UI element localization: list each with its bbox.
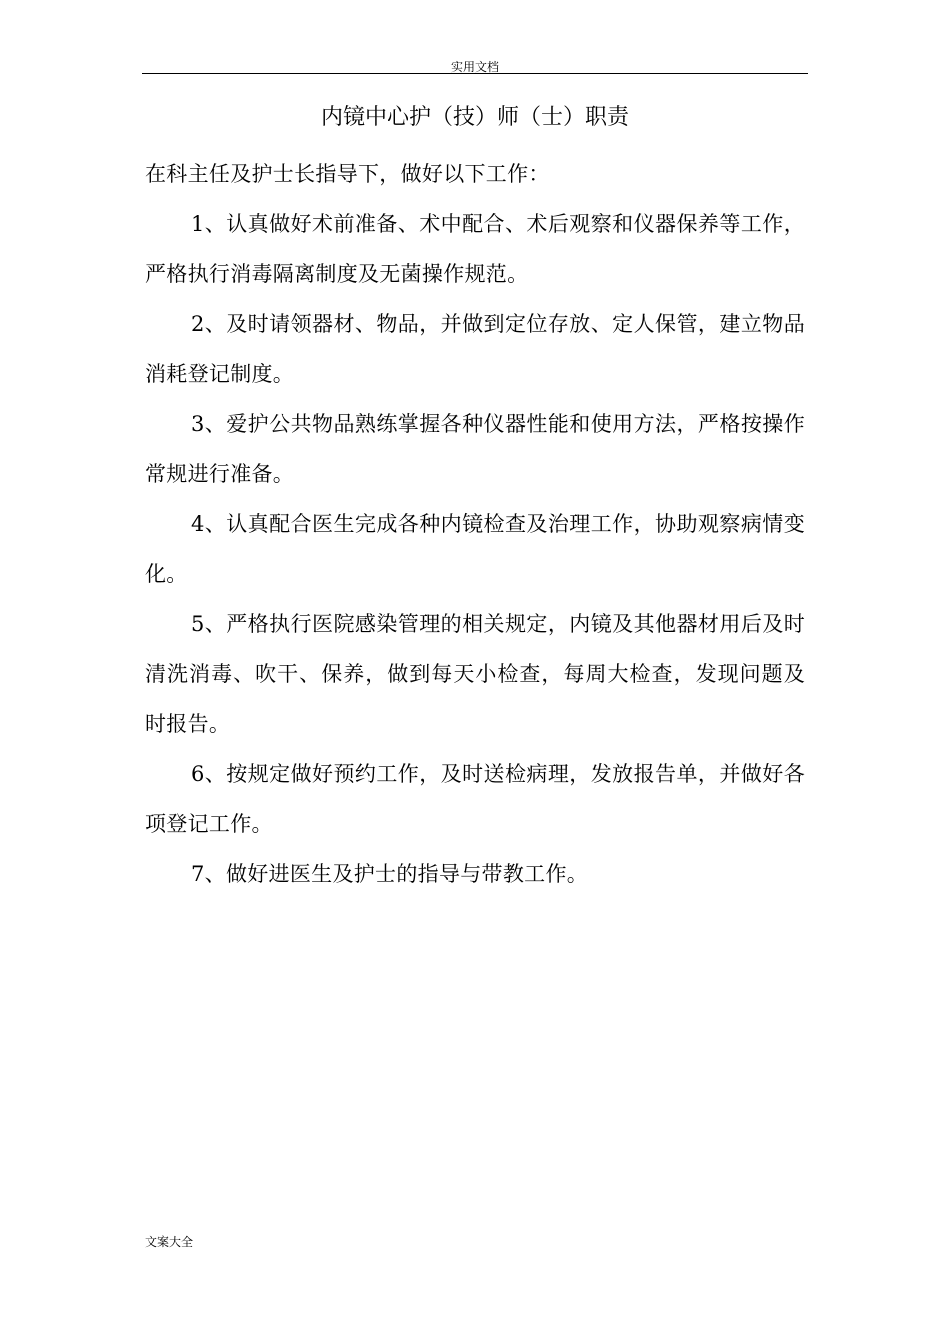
duty-item-3: 3、爱护公共物品熟练掌握各种仪器性能和使用方法，严格按操作常规进行准备。: [145, 412, 805, 486]
duty-item-1: 1、认真做好术前准备、术中配合、术后观察和仪器保养等工作，严格执行消毒隔离制度及无菌操作规范。: [145, 212, 805, 286]
duty-item-4: 4、认真配合医生完成各种内镜检查及治理工作，协助观察病情变化。: [145, 512, 805, 586]
document-title: 内镜中心护（技）师（士）职责: [320, 105, 629, 130]
duty-item-7: 7、做好进医生及护士的指导与带教工作。: [191, 862, 589, 886]
duty-item-6: 6、按规定做好预约工作，及时送检病理，发放报告单，并做好各项登记工作。: [145, 762, 805, 836]
page-header: [142, 56, 808, 74]
header-text: 实用文档: [450, 60, 499, 74]
duty-item-5: 5、严格执行医院感染管理的相关规定，内镜及其他器材用后及时清洗消毒、吹干、保养，做到每天小检查，每周大检查，发现问题及时报告。: [145, 612, 805, 736]
duty-item-2: 2、及时请领器材、物品，并做到定位存放、定人保管，建立物品消耗登记制度。: [145, 312, 805, 386]
page-footer: 文案大全: [145, 1235, 194, 1249]
document-body: [145, 149, 805, 899]
intro-paragraph: 在科主任及护士长指导下，做好以下工作：: [145, 162, 550, 186]
